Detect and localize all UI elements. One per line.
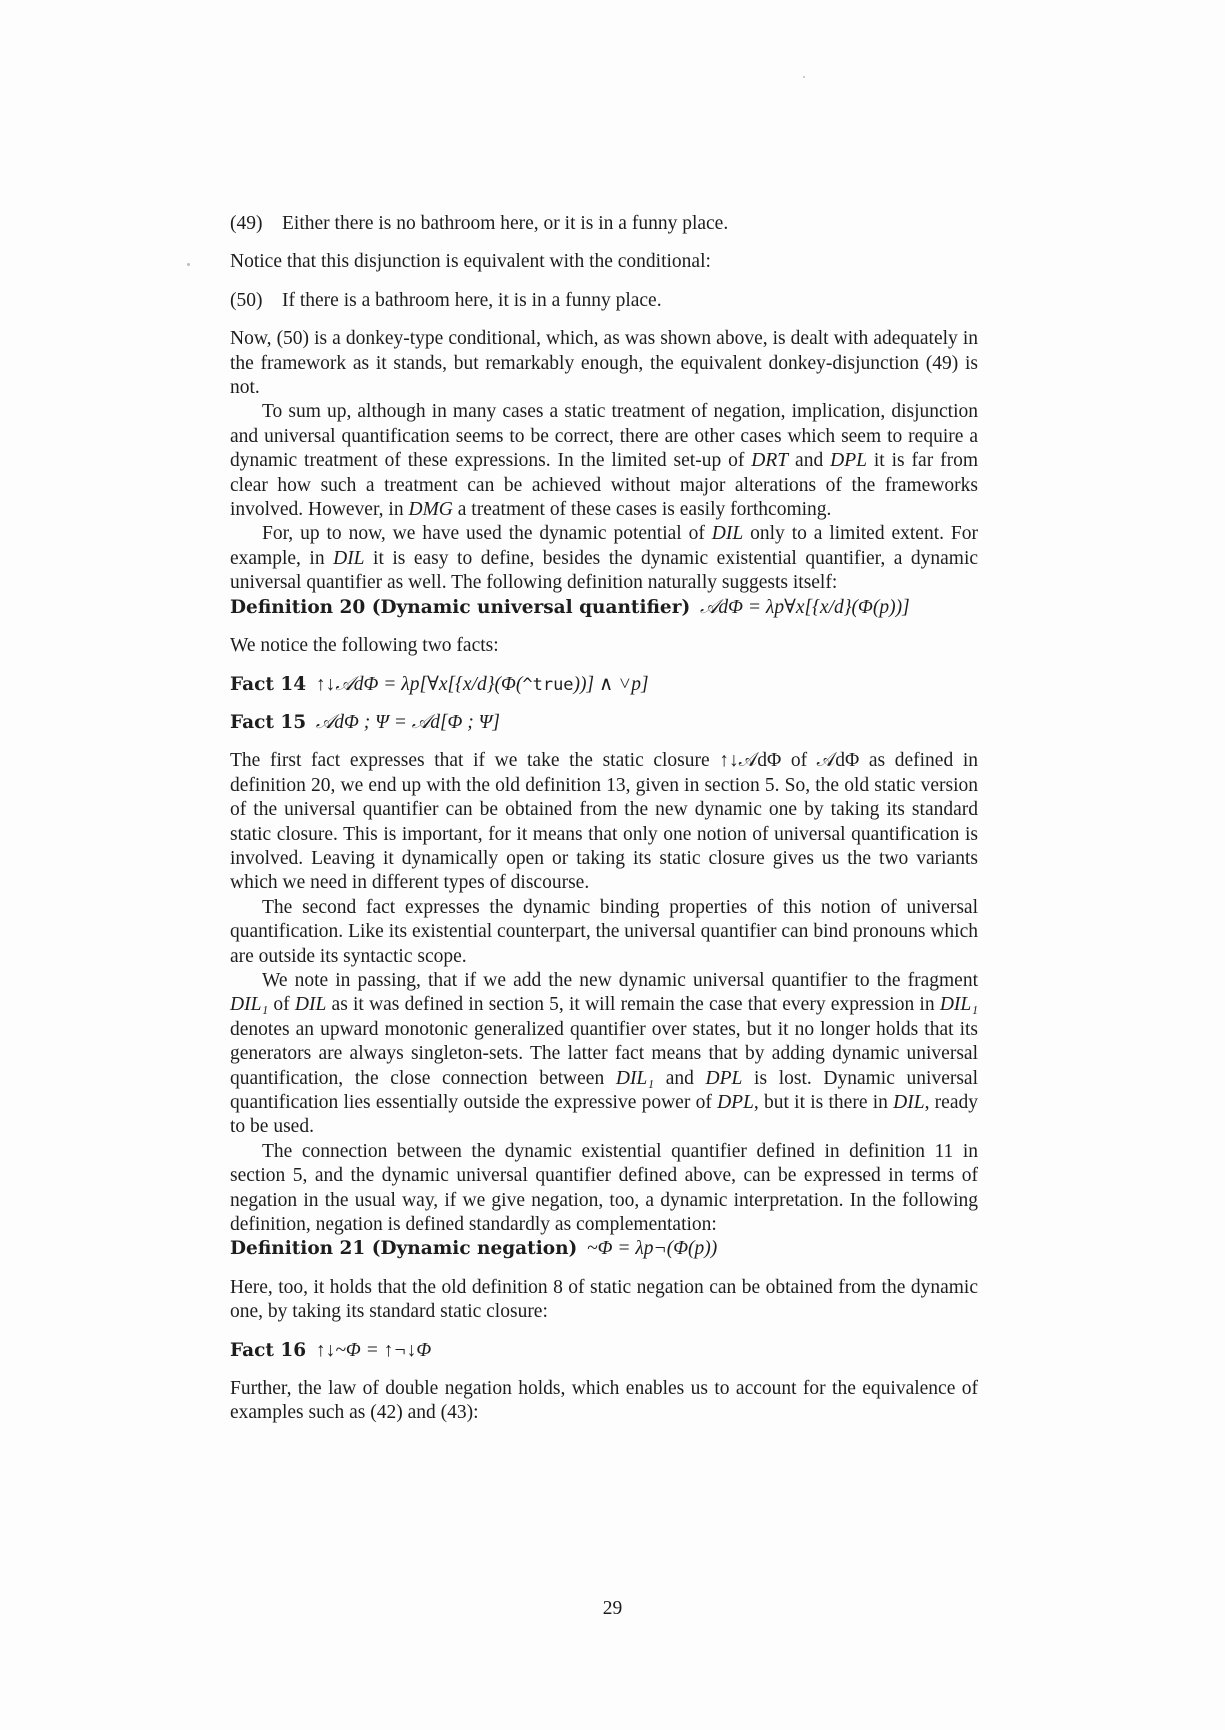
- term: DIL₁: [615, 1067, 655, 1089]
- definition-20: [230, 596, 978, 620]
- example-49: [230, 212, 978, 236]
- paragraph-sum-up: [230, 400, 978, 522]
- fact-16: [230, 1339, 978, 1363]
- fact-label: Fact 16: [230, 1339, 307, 1361]
- definition-label: Definition 21 (Dynamic negation): [230, 1238, 578, 1260]
- definition-formula: ~Φ = λp¬(Φ(p)): [587, 1238, 718, 1260]
- paragraph-further: Further, the law of double negation holds, which enables us to account for the equivalence of examples such as (42) and (43):: [230, 1378, 978, 1424]
- text-run: denotes an upward monotonic generalized quantifier over states, but it no longer holds that its generators are always singleton-sets. The latter fact means that by adding dynamic universal quantification, the close connection between: [230, 1018, 978, 1089]
- term: DMG: [408, 499, 453, 521]
- body-text: [230, 212, 978, 1426]
- fact-14: [230, 673, 978, 697]
- text-run: To sum up, although in many cases a static treatment of negation, implication, disjunction and universal quantification seems to be correct, there are other cases which seem to require a dynamic treatment of these expressions. In the limited set-up of: [230, 401, 978, 472]
- paragraph-first-fact: The first fact expresses that if we take the static closure ↑↓𝒜dΦ of 𝒜dΦ as defined in definition 20, we end up with the old definition 13, given in section 5. So, the old static version of the universal quantifier can be obtained from the new dynamic one by taking its standard static closure. This is important, for it means that only one notion of universal quantification is involved. Leaving it dynamically open or taking its static closure gives us the two variants which we need in different types of discourse.: [230, 750, 978, 894]
- example-number: (49): [230, 213, 263, 234]
- fact-label: Fact 15: [230, 711, 307, 733]
- text-run: as it was defined in section 5, it will remain the case that every expression in: [326, 994, 940, 1016]
- paragraph-now: Now, (50) is a donkey-type conditional, which, as was shown above, is dealt with adequately in the framework as it stands, but remarkably enough, the equivalent donkey-disjunction (49) is not.: [230, 328, 978, 399]
- paragraph-here-too: Here, too, it holds that the old definition 8 of static negation can be obtained from the dynamic one, by taking its standard static closure:: [230, 1276, 978, 1323]
- text-run: , ready to be used.: [230, 1092, 978, 1138]
- paragraph-second-fact: The second fact expresses the dynamic binding properties of this notion of universal quantification. Like its existential counterpart, the universal quantifier can bind pronouns which are outside its syntactic scope.: [230, 896, 978, 967]
- text-run: a treatment of these cases is easily forthcoming.: [452, 499, 832, 521]
- text-run: only to a limited extent. For example, in: [230, 523, 979, 569]
- definition-label: Definition 20 (Dynamic universal quantifier): [230, 596, 691, 618]
- notice-line: Notice that this disjunction is equivalent with the conditional:: [230, 251, 711, 273]
- definition-formula: 𝒜dΦ = λp∀x[{x/d}(Φ(p))]: [699, 596, 910, 618]
- term: DPL: [830, 450, 867, 472]
- scan-speck: [187, 263, 190, 266]
- term: DIL: [333, 547, 365, 569]
- text-run: and: [654, 1067, 706, 1089]
- fact-formula: 𝒜dΦ ; Ψ = 𝒜d[Φ ; Ψ]: [315, 711, 500, 733]
- fact-formula-part: ))] ∧ ˅p]: [573, 673, 649, 695]
- term: DPL: [705, 1067, 743, 1089]
- term: DIL₁: [230, 994, 269, 1016]
- example-text: Either there is no bathroom here, or it is in a funny place.: [282, 213, 729, 234]
- paragraph-connection: The connection between the dynamic existential quantifier defined in definition 11 in section 5, and the dynamic universal quantifier defined above, can be expressed in terms of negation in the usual way, if we give negation, too, a dynamic interpretation. In the following definition, negation is defined standardly as complementation:: [230, 1140, 978, 1236]
- text-run: of: [268, 994, 295, 1016]
- text-run: We note in passing, that if we add the new dynamic universal quantifier to the fragment: [262, 969, 978, 991]
- text-run: For, up to now, we have used the dynamic potential of: [262, 523, 712, 545]
- fact-formula: ↑↓~Φ = ↑¬↓Φ: [315, 1339, 432, 1361]
- text-run: and: [788, 450, 831, 472]
- term: DRT: [751, 450, 789, 472]
- text-run: is lost. Dynamic universal quantification lies essentially outside the expressive power of: [230, 1067, 979, 1113]
- notice-facts-line: We notice the following two facts:: [230, 635, 499, 657]
- term: DIL: [294, 994, 327, 1016]
- term: DIL: [711, 523, 744, 545]
- fact-15: [230, 711, 978, 735]
- example-number: (50): [230, 289, 263, 311]
- scan-speck: [803, 76, 805, 78]
- fact-formula-code: ^true: [522, 674, 574, 695]
- term: DIL: [893, 1092, 925, 1113]
- term: DIL₁: [939, 994, 979, 1016]
- example-text: If there is a bathroom here, it is in a funny place.: [282, 289, 662, 311]
- fact-formula-part: ↑↓𝒜dΦ = λp[∀x[{x/d}(Φ(: [315, 673, 523, 695]
- page-number: 29: [602, 1598, 623, 1619]
- paragraph-group-1: [230, 327, 978, 595]
- text-run: it is easy to define, besides the dynamic existential quantifier, a dynamic universal quantifier as well. The following definition naturally suggests itself:: [230, 547, 979, 594]
- definition-21: [230, 1237, 978, 1261]
- example-50: [230, 289, 978, 313]
- paragraph-for: [230, 522, 978, 595]
- term: DPL: [717, 1092, 754, 1113]
- paragraph-group-2: [230, 749, 978, 1237]
- text-run: it is far from clear how such a treatment can be achieved without major alterations of the frameworks involved. However, in: [230, 450, 979, 521]
- text-run: , but it is there in: [753, 1092, 894, 1113]
- fact-label: Fact 14: [230, 673, 307, 695]
- paragraph-passing: [230, 969, 978, 1140]
